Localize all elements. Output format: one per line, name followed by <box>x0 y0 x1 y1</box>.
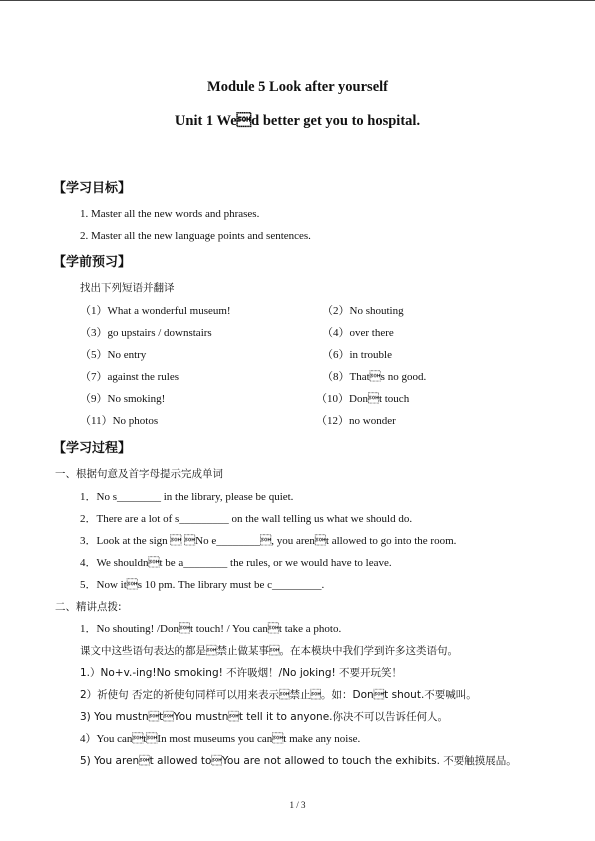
phrase-item: （6）in trouble <box>322 349 392 361</box>
section-preview: 【学前预习】 <box>53 255 132 270</box>
phrase-item: （5）No entry <box>80 349 147 361</box>
phrase-item: （11）No photos <box>80 415 159 427</box>
section-process: 【学习过程】 <box>53 441 132 456</box>
phrase-item: （9）No smoking! <box>80 393 166 405</box>
explanation-line: 5) You arent allowed toYou are not allowed to touch the exhibits. 不要触摸展品。 <box>80 755 517 767</box>
explanation-line: 4）You cantIn most museums you cant make any noise. <box>80 733 361 745</box>
exercise-item: 4．We shouldnt be a________ the rules, or we would have to leave. <box>80 557 392 569</box>
explanation-line: 1．No shouting! /Dont touch! / You cant take a photo. <box>80 623 342 635</box>
section-goals: 【学习目标】 <box>53 181 132 196</box>
phrase-item: （1）What a wonderful museum! <box>80 305 231 317</box>
phrase-item: （3）go upstairs / downstairs <box>80 327 212 339</box>
page-title: Module 5 Look after yourself <box>207 79 388 95</box>
phrase-item: （7）against the rules <box>80 371 179 383</box>
phrase-item: （12）no wonder <box>316 415 396 427</box>
part2-heading: 二、精讲点拨: <box>55 601 122 613</box>
explanation-line: 3) You mustntYou mustnt tell it to anyone.你决不可以告诉任何人。 <box>80 711 448 723</box>
exercise-item: 1．No s________ in the library, please be quiet. <box>80 491 294 503</box>
exercise-item: 5．Now its 10 pm. The library must be c_________. <box>80 579 325 591</box>
explanation-line: 2）祈使句 否定的祈使句同样可以用来表示禁止。如：Dont shout.不要喊叫。 <box>80 689 477 701</box>
phrase-item: （8）Thats no good. <box>322 371 427 383</box>
page-number: 1 / 3 <box>289 800 306 810</box>
page-subtitle: Unit 1 Wed better get you to hospital. <box>174 113 421 129</box>
phrase-item: （2）No shouting <box>322 305 404 317</box>
part1-heading: 一、根据句意及首字母提示完成单词 <box>55 468 223 480</box>
exercise-item: 3．Look at the sign  No e________, you arent allowed to go into the room. <box>80 535 457 547</box>
explanation-line: 1.）No+v.-ing!No smoking! 不许吸烟！/No joking! 不要开玩笑！ <box>80 667 403 679</box>
goal-item: 2. Master all the new language points and sentences. <box>80 230 311 242</box>
top-border <box>0 0 595 1</box>
phrase-item: （10）Dont touch <box>316 393 410 405</box>
exercise-item: 2．There are a lot of s_________ on the wall telling us what we should do. <box>80 513 413 525</box>
goal-item: 1. Master all the new words and phrases. <box>80 208 260 220</box>
preview-instruction: 找出下列短语并翻译 <box>80 282 175 294</box>
phrase-item: （4）over there <box>322 327 394 339</box>
explanation-line: 课文中这些语句表达的都是禁止做某事。在本模块中我们学到许多这类语句。 <box>80 645 458 657</box>
